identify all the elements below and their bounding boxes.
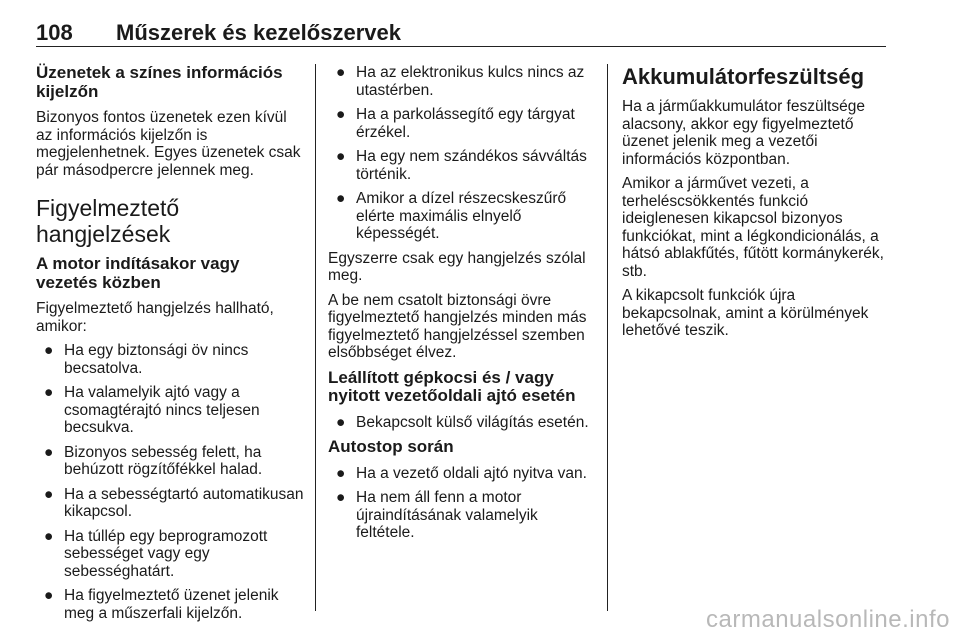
column-2 bbox=[328, 64, 596, 549]
bullet-list bbox=[36, 342, 304, 622]
paragraph: Figyelmeztető hangjelzés hallható, amikor: bbox=[36, 300, 274, 335]
bullet-list bbox=[328, 64, 596, 243]
bullet-icon: ● bbox=[336, 464, 346, 482]
column-3 bbox=[622, 64, 892, 347]
bullet-list bbox=[328, 465, 596, 542]
list-item: ● Bekapcsolt külső világítás esetén. bbox=[336, 413, 589, 431]
bullet-icon: ● bbox=[336, 64, 346, 81]
header-title: Műszerek és kezelőszervek bbox=[116, 20, 401, 45]
paragraph: Bizonyos fontos üzenetek ezen kívül az információs kijelzőn is megjelenhetnek. Egyes üzenetek csak pár másodpercre jelennek meg. bbox=[36, 109, 301, 179]
bullet-icon: ● bbox=[336, 148, 346, 165]
bullet-list bbox=[328, 414, 596, 432]
list-item: ● Ha egy biztonsági öv nincs becsatolva. bbox=[44, 342, 249, 377]
page-header bbox=[36, 20, 886, 47]
list-item: ● Bizonyos sebesség felett, ha behúzott rögzítőfékkel halad. bbox=[44, 443, 263, 478]
bullet-icon: ● bbox=[44, 384, 54, 401]
list-item: ● Ha egy nem szándékos sávváltás történik. bbox=[336, 148, 587, 183]
subheading-engine-start: A motor indításakor vagy vezetés közben bbox=[36, 254, 240, 292]
bullet-icon: ● bbox=[336, 489, 346, 506]
bullet-icon: ● bbox=[44, 587, 54, 604]
list-item: ● Ha túllép egy beprogramozott sebességet vagy egy sebességhatárt. bbox=[44, 527, 268, 580]
section-title-battery-voltage: Akkumulátorfeszültség bbox=[622, 64, 865, 89]
paragraph: A be nem csatolt biztonsági övre figyelmeztető hangjelzés minden más figyelmeztető hangjelzéssel szemben elsőbbséget élvez. bbox=[328, 291, 587, 361]
list-item: ● Amikor a dízel részecskeszűrő elérte maximális elnyelő képességét. bbox=[336, 190, 567, 242]
bullet-icon: ● bbox=[44, 443, 54, 461]
paragraph: Egyszerre csak egy hangjelzés szólal meg. bbox=[328, 249, 586, 284]
bullet-icon: ● bbox=[336, 413, 346, 431]
paragraph: Amikor a járművet vezeti, a terheléscsökkentés funkció ideiglenesen kikapcsol bizonyos funkciókat, mint a légkondicionálás, a hátsó ablakfűtés, fűtött kormánykerék, stb. bbox=[622, 175, 884, 280]
list-item: ● Ha a sebességtartó automatikusan kikapcsol. bbox=[44, 485, 304, 520]
section-heading-messages: Üzenetek a színes információs kijelzőn bbox=[36, 63, 283, 101]
watermark: carmanualsonline.info bbox=[706, 606, 950, 633]
subheading-parked-vehicle: Leállított gépkocsi és / vagy nyitott vezetőoldali ajtó esetén bbox=[328, 367, 576, 405]
subheading-autostop: Autostop során bbox=[328, 437, 454, 456]
paragraph: Ha a járműakkumulátor feszültsége alacsony, akkor egy figyelmeztető üzenet jelenik meg a vezetői információs központban. bbox=[622, 98, 865, 168]
page-number: 108 bbox=[36, 20, 73, 45]
bullet-icon: ● bbox=[44, 342, 54, 359]
bullet-icon: ● bbox=[44, 527, 54, 545]
list-item: ● Ha az elektronikus kulcs nincs az utastérben. bbox=[336, 64, 585, 99]
list-item: ● Ha valamelyik ajtó vagy a csomagtérajtó nincs teljesen becsukva. bbox=[44, 384, 260, 436]
column-divider-1 bbox=[315, 64, 316, 611]
column-divider-2 bbox=[607, 64, 608, 611]
section-title-warning-chimes: Figyelmeztető hangjelzések bbox=[36, 195, 180, 247]
bullet-icon: ● bbox=[44, 485, 54, 503]
list-item: ● Ha a parkolássegítő egy tárgyat érzékel. bbox=[336, 106, 575, 141]
list-item: ● Ha nem áll fenn a motor újraindításának valamelyik feltétele. bbox=[336, 489, 538, 541]
bullet-icon: ● bbox=[336, 190, 346, 207]
bullet-icon: ● bbox=[336, 106, 346, 123]
paragraph: A kikapcsolt funkciók újra bekapcsolnak, amint a körülmények lehetővé teszik. bbox=[622, 287, 869, 339]
column-1 bbox=[36, 64, 304, 629]
list-item: ● Ha a vezető oldali ajtó nyitva van. bbox=[336, 464, 587, 482]
list-item: ● Ha figyelmeztető üzenet jelenik meg a műszerfali kijelzőn. bbox=[44, 587, 279, 622]
